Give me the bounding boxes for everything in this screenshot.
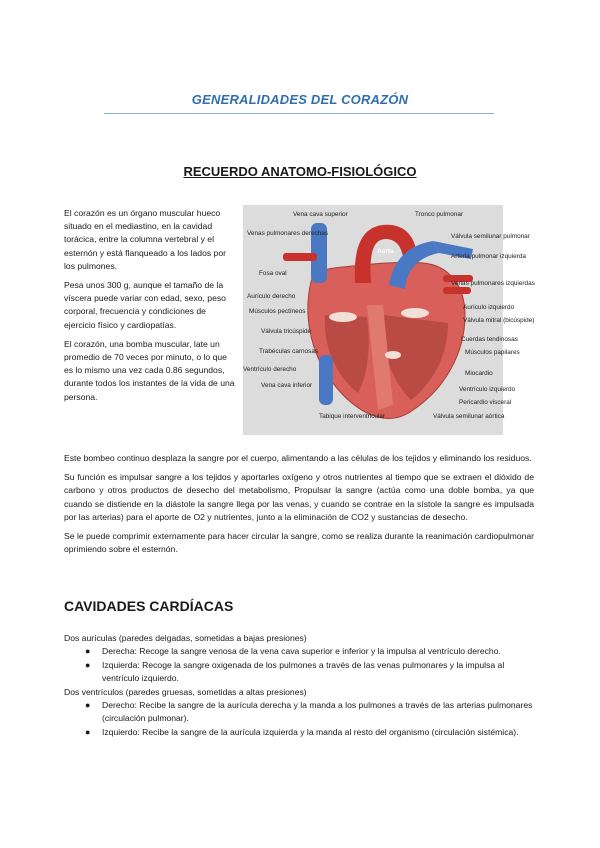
figure-label: Vena cava inferior [261, 382, 313, 389]
title-divider [104, 113, 494, 114]
ventricles-list [64, 699, 534, 739]
bullet-icon: ● [85, 660, 91, 671]
figure-label: Aurículo izquierdo [463, 304, 515, 311]
figure-label: Venas pulmonares derechas [247, 230, 328, 237]
aorta-label: Aorta [377, 248, 394, 255]
group-intro: Dos aurículas (paredes delgadas, sometidas a bajas presiones) [64, 633, 307, 643]
tricuspid-valve-shape [329, 312, 357, 322]
list-item [85, 726, 534, 739]
list-item [85, 699, 534, 724]
figure-label: Arteria pulmonar izquierda [451, 253, 526, 260]
body-paragraph: Este bombeo continuo desplaza la sangre por el cuerpo, alimentando a las células de los tejidos y eliminando los residuos. [64, 453, 532, 463]
figure-label: Ventrículo izquierdo [459, 386, 516, 393]
body-paragraph: Se le puede comprimir externamente para hacer circular la sangre, como se realiza durante la reanimación cardiopulmonar oprimiendo sobre el esternón. [64, 531, 534, 555]
intro-paragraph: El corazón es un órgano muscular hueco situado en el mediastino, en la cavidad torácica, entre la columna vertebral y el esternón y está flanqueado a los lados por los pulmones. [64, 208, 226, 271]
figure-label: Cuerdas tendinosas [461, 336, 518, 343]
bullet-icon: ● [85, 699, 91, 710]
figure-label: Ventrículo derecho [243, 366, 297, 373]
list-item [85, 659, 534, 684]
heart-illustration [243, 205, 535, 435]
figure-label: Válvula tricúspide [261, 328, 312, 335]
intro-paragraph: Pesa unos 300 g, aunque el tamaño de la víscera puede variar con edad, sexo, peso corporal, frecuencia y condiciones de ejercicio físico y cardiopatías. [64, 280, 226, 330]
figure-label: Tronco pulmonar [415, 211, 464, 218]
figure-label: Miocardio [465, 370, 493, 377]
page-title: GENERALIDADES DEL CORAZÓN [191, 92, 409, 107]
vena-cava-inferior-shape [319, 355, 333, 405]
body-paragraph: Su función es impulsar sangre a los tejidos y aportarles oxígeno y otros nutrientes al tiempo que se extraen el dióxido de carbono y otros productos de desecho del metabolismo, Propulsar la sangre (actúa como una doble bomba, ya que cuando se distiende en la diástole la sangre llega por las venas, y cuando se contrae en la sístole la sangre es impulsada por las arterias) para el aporte de O2 y nutrientes, junto a la eliminación de CO2 y sustancias de desecho. [64, 472, 534, 522]
section-title: RECUERDO ANATOMO-FISIOLÓGICO [183, 164, 417, 179]
figure-label: Fosa oval [259, 270, 287, 277]
figure-label: Vena cava superior [293, 211, 348, 218]
aortic-valve-shape [385, 351, 401, 359]
bullet-icon: ● [85, 645, 91, 656]
list-item [85, 645, 534, 658]
figure-label: Pericardio visceral [459, 399, 512, 406]
figure-label: Venas pulmonares izquierdas [451, 280, 535, 287]
group-intro: Dos ventrículos (paredes gruesas, sometidas a altas presiones) [64, 687, 307, 698]
heart-anatomy-figure [243, 205, 535, 435]
figure-label: Tabique interventricular [319, 413, 386, 420]
list-item-text: Izquierdo: Recibe la sangre de la aurícula izquierda y la manda al resto del organismo (circulación sistémica). [102, 727, 519, 738]
figure-label: Válvula mitral (bicúspide) [463, 317, 535, 324]
bullet-icon: ● [85, 727, 91, 738]
list-item-text: Derecho: Recibe la sangre de la aurícula derecha y la manda a los pulmones a través de las arterias pulmonares (circulación pulmonar). [102, 699, 533, 723]
figure-label: Músculos pectíneos [249, 308, 306, 315]
list-item-text: Izquierda: Recoge la sangre oxigenada de los pulmones a través de las venas pulmonares y la impulsa al ventrículo izquierdo. [102, 660, 505, 683]
figure-label: Válvula semilunar aórtica [433, 413, 505, 420]
list-item-text: Derecha: Recoge la sangre venosa de la vena cava superior e inferior y la impulsa al ventrículo derecho. [102, 645, 501, 656]
cavities-list [64, 632, 534, 741]
body-text [64, 452, 534, 562]
pulmonary-veins-right-shape [283, 253, 317, 261]
figure-label: Válvula semilunar pulmonar [451, 233, 530, 240]
figure-label: Aurículo derecho [247, 293, 296, 300]
cavities-heading: CAVIDADES CARDÍACAS [64, 598, 234, 614]
figure-label: Trabéculas carnosas [259, 348, 319, 355]
mitral-valve-shape [401, 308, 429, 318]
intro-text [64, 207, 236, 410]
atria-list [64, 645, 534, 685]
figure-label: Músculos papilares [465, 349, 520, 356]
intro-paragraph: El corazón, una bomba muscular, late un promedio de 70 veces por minuto, o lo que es lo mismo una vez cada 0.86 segundos, durante todos los instantes de la vida de una persona. [64, 338, 235, 402]
pulmonary-veins-left-shape-2 [443, 287, 471, 294]
